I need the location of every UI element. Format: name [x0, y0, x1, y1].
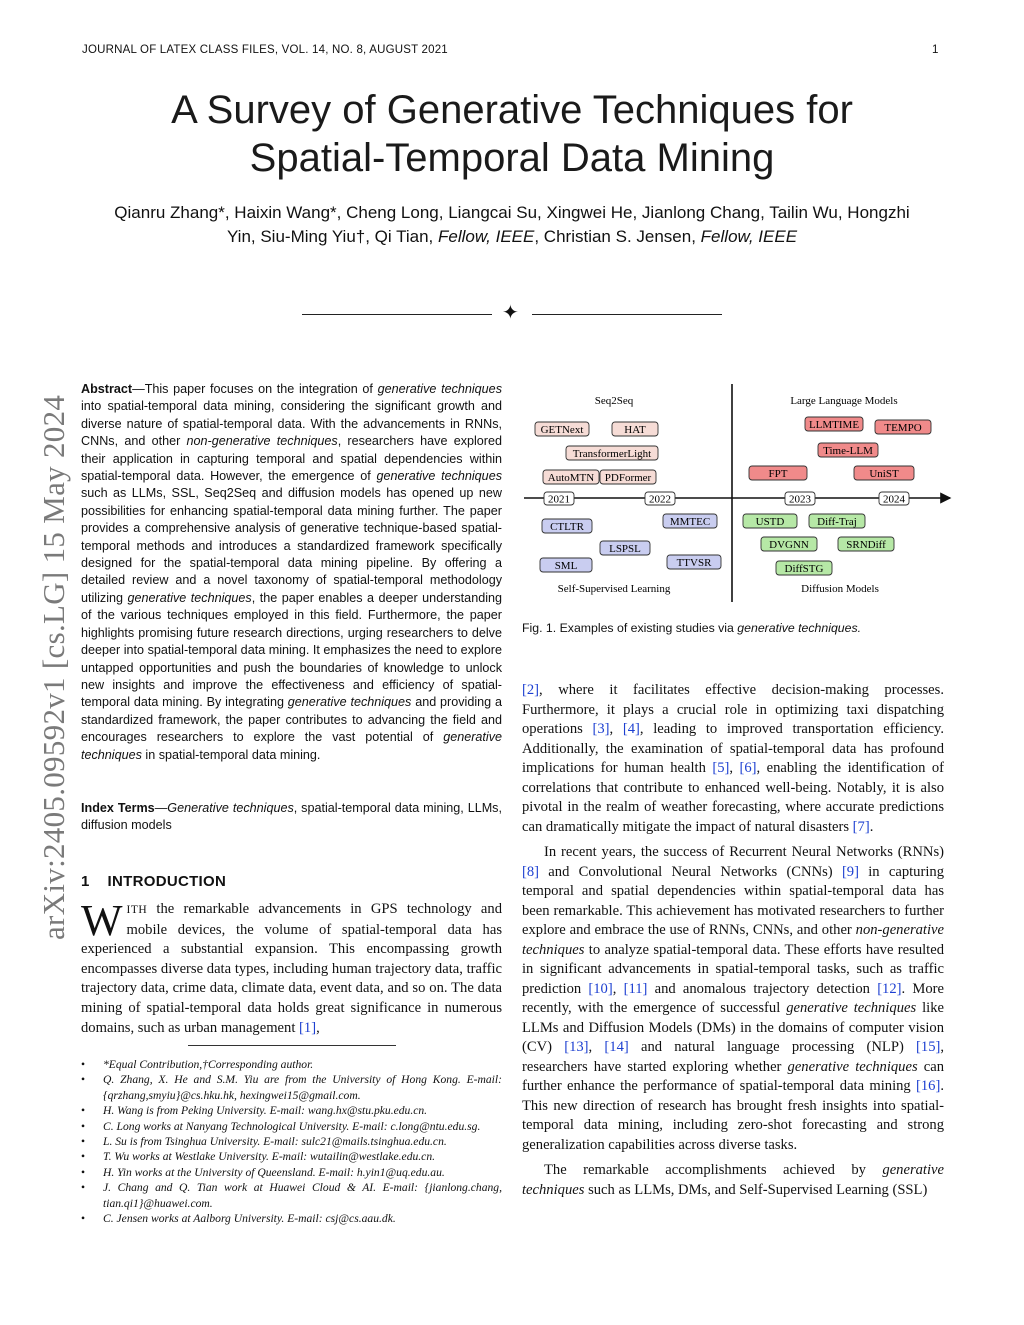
title-line-2: Spatial-Temporal Data Mining: [249, 136, 775, 180]
paragraph-recent-years: In recent years, the success of Recurrent Neural Networks (RNNs) [8] and Convolutional Neural Networks (CNNs) [9] in capturing temporal and spatial dependencies within spatial-temporal data has been remarkable. This achievement has motivated researchers to further explore and embrace the use of RNNs, CNNs, and other non-generative techniques to analyze spatial-temporal data. These efforts have resulted in significant advancements in spatial-temporal tasks, such as traffic prediction [10], [11] and anomalous trajectory detection [12]. More recently, with the emergence of successful generative techniques like LLMs and Diffusion Models (DMs) in the domains of computer vision (CV) [13], [14] and natural language processing (NLP) [15], researchers have started exploring whether generative techniques can further enhance the performance of spatial-temporal data mining [16]. This new direction of research has brought fresh insights into spatial-temporal data mining, including zero-shot forecasting and strong generalization capabilities across diverse tasks.: [522, 844, 945, 1153]
svg-text:TTVSR: TTVSR: [676, 557, 712, 569]
svg-text:TEMPO: TEMPO: [884, 422, 922, 434]
method-box-pdformer: [600, 470, 656, 484]
citation-link[interactable]: [5]: [712, 760, 730, 776]
method-box-lspsl: [600, 541, 650, 555]
svg-text:DVGNN: DVGNN: [769, 539, 809, 551]
svg-text:Diff-Traj: Diff-Traj: [817, 516, 857, 528]
citation-link[interactable]: [9]: [841, 863, 859, 880]
year-marker-2022: [645, 492, 675, 506]
svg-text:USTD: USTD: [755, 516, 785, 528]
paragraph-accomplishments: The remarkable accomplishments achieved by generative techniques such as LLMs, DMs, and Self-Supervised Learning (SSL): [522, 1162, 944, 1198]
svg-text:AutoMTN: AutoMTN: [547, 472, 595, 484]
citation-link[interactable]: [15]: [916, 1039, 941, 1055]
citation-link[interactable]: [6]: [739, 760, 757, 776]
footnote-item: • C. Jensen works at Aalborg University. E-mail: csj@cs.aau.dk.: [81, 1211, 502, 1226]
method-box-unist: [854, 466, 914, 480]
footnote-item: • C. Long works at Nanyang Technological University. E-mail: c.long@ntu.edu.sg.: [81, 1119, 502, 1134]
abstract-label: Abstract: [81, 382, 133, 396]
method-box-ctltr: [542, 519, 592, 533]
method-box-getnext: [535, 422, 589, 436]
paragraph-continuation: [2], where it facilitates effective decision-making processes. Furthermore, it plays a crucial role in optimizing taxi dispatching operations [3], [4], leading to improved transportation efficiency. Additionally, the examination of spatial-temporal data has profound implications for human health [5], [6], enabling the identification of correlations that contribute to enhanced well-being. Notably, it is also pivotal in the realm of weather forecasting, where accurate predictions can dramatically mitigate the impact of natural disasters [7].: [522, 682, 945, 835]
year-marker-2023: [785, 492, 815, 506]
quadrant-label-seq2seq: Seq2Seq: [594, 395, 634, 407]
author-line-2: Yin, Siu-Ming Yiu†, Qi Tian, Fellow, IEEE, Christian S. Jensen, Fellow, IEEE: [226, 227, 798, 246]
figure-1-caption: Fig. 1. Examples of existing studies via generative techniques.: [522, 621, 862, 635]
method-box-time-llm: [818, 443, 878, 457]
svg-text:MMTEC: MMTEC: [669, 516, 711, 528]
method-box-llmtime: [805, 417, 863, 431]
svg-text:2021: 2021: [548, 493, 570, 506]
page-number: 1: [932, 44, 939, 56]
footnote-item: • Q. Zhang, X. He and S.M. Yiu are from the University of Hong Kong. E-mail: {qrzhang,smyiu}@cs.hku.hk, hexingwei15@gmail.com.: [81, 1072, 502, 1103]
method-box-srndiff: [838, 537, 894, 551]
index-terms: Index Terms—Generative techniques, spatial-temporal data mining, LLMs, diffusion models: [81, 801, 502, 833]
svg-text:SML: SML: [554, 560, 578, 572]
svg-text:GETNext: GETNext: [540, 424, 584, 436]
paper-title: [60, 86, 964, 182]
author-line-1: Qianru Zhang*, Haixin Wang*, Cheng Long, Liangcai Su, Xingwei He, Jianlong Chang, Tailin Wu, Hongzhi: [114, 203, 910, 222]
svg-text:LLMTIME: LLMTIME: [808, 419, 860, 431]
footnote-item: • *Equal Contribution,†Corresponding author.: [81, 1057, 502, 1072]
svg-text:DiffSTG: DiffSTG: [784, 563, 824, 575]
citation-link[interactable]: [7]: [852, 818, 870, 835]
citation-link[interactable]: [8]: [522, 863, 540, 880]
footnote-item: • J. Chang and Q. Tian work at Huawei Cloud & AI. E-mail: {jianlong.chang, tian.qi1}@huawei.com.: [81, 1180, 502, 1211]
footnote-list: [81, 1057, 502, 1226]
figure-1-diagram: [522, 382, 952, 610]
method-box-tempo: [875, 420, 931, 434]
svg-text:FPT: FPT: [768, 468, 788, 480]
running-header: JOURNAL OF LATEX CLASS FILES, VOL. 14, NO. 8, AUGUST 2021: [82, 44, 448, 56]
separator-line-right: [532, 314, 722, 315]
method-box-mmtec: [663, 514, 717, 528]
svg-text:CTLTR: CTLTR: [550, 521, 584, 533]
index-terms-label: Index Terms: [81, 801, 155, 815]
citation-link[interactable]: [3]: [592, 721, 610, 737]
right-column-text: [522, 681, 944, 1200]
year-marker-2021: [544, 492, 574, 506]
citation-link[interactable]: [2]: [522, 682, 540, 698]
section-heading-introduction: 1 INTRODUCTION: [81, 873, 227, 890]
svg-text:2022: 2022: [649, 493, 671, 506]
svg-text:2023: 2023: [789, 493, 811, 506]
svg-text:HAT: HAT: [624, 424, 646, 436]
method-box-transformerlight: [566, 446, 658, 460]
svg-text:LSPSL: LSPSL: [609, 543, 641, 555]
abstract: Abstract—This paper focuses on the integration of generative techniques into spatial-temporal data mining, considering the significant growth and diverse nature of spatial-temporal data. With the advancements in RNNs, CNNs, and other non-generative techniques, researchers have explored their application in capturing temporal and spatial dependencies within spatial-temporal data. However, the emergence of generative techniques such as LLMs, SSL, Seq2Seq and diffusion models has opened up new possibilities for enhancing spatial-temporal data mining further. The paper provides a comprehensive analysis of generative technique-based spatial-temporal methods and introduces a standardized framework specifically designed for the spatial-temporal data mining pipeline. By offering a detailed review and a novel taxonomy of spatial-temporal methodology utilizing generative techniques, the paper enables a deeper understanding of the various techniques employed in this field. Furthermore, the paper highlights promising future research directions, urging researchers to delve deeper into spatial-temporal data mining. It emphasizes the need to explore untapped opportunities and push the boundaries of knowledge to unlock new insights and improve the effectiveness and efficiency of spatial-temporal data mining. By integrating generative techniques and providing a standardized framework, the paper contributes to advancing the field and encourages researchers to explore the vast potential of generative techniques in spatial-temporal data mining.: [81, 382, 503, 762]
citation-link[interactable]: [16]: [916, 1078, 941, 1094]
svg-text:2024: 2024: [883, 493, 905, 506]
year-marker-2024: [879, 492, 909, 506]
citation-link[interactable]: [4]: [622, 721, 640, 737]
svg-text:TransformerLight: TransformerLight: [572, 448, 652, 460]
citation-link[interactable]: [13]: [564, 1039, 589, 1055]
svg-text:UniST: UniST: [869, 468, 899, 480]
method-box-dvgnn: [761, 537, 817, 551]
method-box-diff-traj: [809, 514, 865, 528]
svg-text:SRNDiff: SRNDiff: [846, 539, 886, 551]
method-box-sml: [540, 558, 592, 572]
svg-text:Time-LLM: Time-LLM: [823, 445, 873, 457]
separator-line-left: [302, 314, 492, 315]
separator-star-icon: ✦: [502, 302, 519, 324]
figure-1: [522, 382, 952, 610]
title-line-1: A Survey of Generative Techniques for: [171, 88, 853, 132]
footnote-item: • L. Su is from Tsinghua University. E-mail: sulc21@mails.tsinghua.edu.cn.: [81, 1134, 502, 1149]
method-box-diffstg: [776, 561, 832, 575]
footnote-rule: [188, 1045, 396, 1046]
citation-link[interactable]: [11]: [623, 980, 648, 997]
dropcap-letter: W: [81, 896, 123, 945]
method-box-ttvsr: [667, 555, 721, 569]
method-box-ustd: [743, 514, 797, 528]
quadrant-label-ssl: Self-Supervised Learning: [557, 583, 671, 595]
footnote-item: • T. Wu works at Westlake University. E-mail: wutailin@westlake.edu.cn.: [81, 1149, 502, 1164]
footnote-item: • H. Yin works at the University of Queensland. E-mail: h.yin1@uq.edu.au.: [81, 1165, 502, 1180]
author-list: [70, 201, 954, 249]
method-box-automtn: [543, 470, 599, 484]
citation-link[interactable]: [10]: [588, 980, 613, 997]
method-box-hat: [612, 422, 658, 436]
svg-text:PDFormer: PDFormer: [604, 472, 652, 484]
citation-link[interactable]: [12]: [877, 980, 902, 997]
method-box-fpt: [749, 466, 807, 480]
citation-link[interactable]: [14]: [604, 1039, 629, 1055]
quadrant-label-llm: Large Language Models: [790, 395, 898, 407]
citation-link[interactable]: [1]: [299, 1019, 317, 1036]
footnote-item: • H. Wang is from Peking University. E-mail: wang.hx@stu.pku.edu.cn.: [81, 1103, 502, 1118]
quadrant-label-diffusion: Diffusion Models: [801, 583, 879, 595]
intro-paragraph: WITH the remarkable advancements in GPS technology and mobile devices, the volume of spatial-temporal data has experienced a substantial expansion. This encompassing growth encompasses diverse data types, including human trajectory data, traffic trajectory data, crime data, climate data, event data, and so on. The data mining of spatial-temporal data holds great significance in numerous domains, such as urban management [1],: [81, 896, 502, 1036]
arxiv-stamp: arXiv:2405.09592v1 [cs.LG] 15 May 2024: [36, 394, 71, 940]
